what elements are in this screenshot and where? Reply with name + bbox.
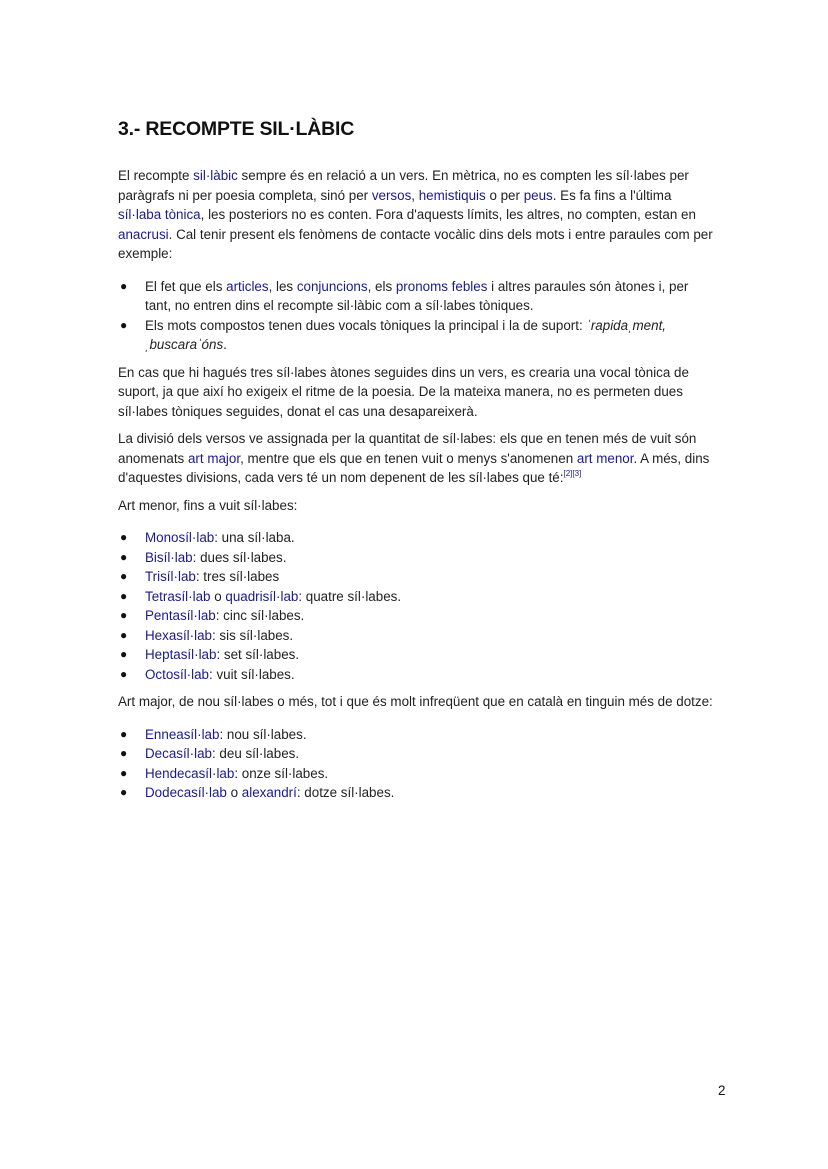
bullet-icon: ● <box>120 549 128 564</box>
section-heading: 3.- RECOMPTE SIL·LÀBIC <box>118 118 355 140</box>
bullet-icon: ● <box>120 627 128 642</box>
bullet-icon: ● <box>120 608 128 622</box>
text-span: : cinc síl·labes. <box>215 608 305 623</box>
text-span: Els mots compostos tenen dues vocals tòniques la principal i la de suport: <box>145 317 587 333</box>
bullet-icon: ● <box>120 765 128 780</box>
art-menor-list <box>118 528 718 684</box>
list-item <box>118 744 718 764</box>
list-item <box>118 645 718 665</box>
page-number: 2 <box>718 1083 726 1098</box>
link-sillaba-tonica[interactable]: síl·laba tònica <box>118 207 201 222</box>
text-span: La divisió dels versos ve assignada per la quantitat de síl·labes: els que en tenen més de vuit són anomenats <box>118 431 697 466</box>
list-item <box>118 548 718 568</box>
verse-type-link[interactable]: Monosíl·lab <box>145 530 215 545</box>
list-item <box>118 764 718 784</box>
list-item <box>118 587 718 607</box>
text-span: : sis síl·labes. <box>211 627 294 643</box>
paragraph-art-menor: Art menor, fins a vuit síl·labes: <box>118 497 298 513</box>
text-span: : una síl·laba. <box>214 530 295 545</box>
list-item <box>118 725 718 745</box>
verse-type-link[interactable]: Hendecasíl·lab <box>145 765 235 781</box>
bullet-icon: ● <box>120 726 128 741</box>
text-span: : quatre síl·labes. <box>298 588 402 604</box>
verse-type-link[interactable]: Heptasíl·lab <box>145 647 217 662</box>
text-span: o <box>210 588 226 604</box>
bullet-icon: ● <box>120 588 128 603</box>
link-pronoms-febles[interactable]: pronoms febles <box>395 278 488 294</box>
text-span: : nou síl·labes. <box>219 726 307 742</box>
list-item <box>118 277 718 316</box>
verse-type-link[interactable]: Octosíl·lab <box>145 666 209 682</box>
text-span: : onze síl·labes. <box>234 765 329 781</box>
text-span: : deu síl·labes. <box>211 746 300 761</box>
bullet-icon: ● <box>120 569 128 583</box>
link-peus[interactable]: peus <box>523 187 553 203</box>
bullet-icon: ● <box>120 278 128 293</box>
bullet-icon: ● <box>120 647 128 661</box>
verse-type-link[interactable]: Tetrasíl·lab <box>145 588 211 604</box>
list-item <box>118 316 718 355</box>
text-span: o <box>226 785 242 800</box>
text-span: , els <box>367 278 396 294</box>
verse-type-link[interactable]: Pentasíl·lab <box>145 608 216 623</box>
text-span: . A més, dins d'aquestes divisions, cada vers té un nom depenent de les síl·labes que té: <box>118 450 710 485</box>
text-span: i altres paraules són àtones i, per tant, no entren dins el recompte sil·làbic com a síl·labes tòniques. <box>145 278 689 313</box>
text-span: . <box>223 337 227 352</box>
verse-type-link[interactable]: alexandrí <box>241 785 297 800</box>
text-span: , les <box>268 278 297 294</box>
verse-type-link[interactable]: Decasíl·lab <box>145 746 212 761</box>
text-span: : tres síl·labes <box>195 569 280 584</box>
link-sil-labic[interactable]: sil·làbic <box>193 168 238 183</box>
text-span: El recompte <box>118 168 194 183</box>
link-hemistiquis[interactable]: hemistiquis <box>418 187 486 203</box>
text-span: o per <box>485 187 524 203</box>
verse-type-link[interactable]: Trisíl·lab <box>145 569 196 584</box>
art-major-list <box>118 725 718 803</box>
text-span: : dues síl·labes. <box>192 549 287 565</box>
link-conjuncions[interactable]: conjuncions <box>296 278 368 294</box>
paragraph-art-major: Art major, de nou síl·labes o més, tot i que és molt infreqüent que en català en tinguin més de dotze: <box>118 694 713 709</box>
text-span: : dotze síl·labes. <box>296 785 395 800</box>
bullet-icon: ● <box>120 530 128 544</box>
document-page <box>118 118 718 803</box>
bullet-icon: ● <box>120 785 128 799</box>
bullet-icon: ● <box>120 746 128 760</box>
link-versos[interactable]: versos <box>371 187 412 203</box>
list-item <box>118 567 718 587</box>
text-span: . Cal tenir present els fenòmens de contacte vocàlic dins dels mots i entre paraules com per exemple: <box>118 226 713 261</box>
text-span: El fet que els <box>145 278 227 294</box>
list-item <box>118 665 718 685</box>
link-anacrusi[interactable]: anacrusi <box>118 226 169 242</box>
verse-type-link[interactable]: Hexasíl·lab <box>145 627 212 643</box>
link-art-menor[interactable]: art menor <box>576 450 634 466</box>
link-articles[interactable]: articles <box>226 278 269 294</box>
text-span: : set síl·labes. <box>216 647 300 662</box>
list-item <box>118 626 718 646</box>
text-span: , <box>411 187 419 203</box>
text-span: . Es fa fins a l'última <box>552 187 672 203</box>
example-words: ˈrapidaˌment, ˌbuscaraˈóns <box>145 317 667 352</box>
text-span: , les posteriors no es conten. Fora d'aquests límits, les altres, no compten, estan en <box>200 207 696 222</box>
reference-link[interactable]: [2][3] <box>563 469 582 478</box>
text-span: , mentre que els que en tenen vuit o menys s'anomenen <box>240 450 577 466</box>
list-item <box>118 528 718 548</box>
text-span: : vuit síl·labes. <box>209 666 295 682</box>
intro-paragraph <box>118 166 718 264</box>
list-item <box>118 606 718 626</box>
paragraph-atones: En cas que hi hagués tres síl·labes àtones seguides dins un vers, es crearia una vocal tònica de suport, ja que així ho exigeix el ritme de la poesia. De la mateixa manera, no es permeten dues síl·labes tòniques seguides, donat el cas una desapareixerà. <box>118 364 689 419</box>
list-item <box>118 783 718 803</box>
paragraph-division <box>118 429 718 488</box>
contact-phenomena-list <box>118 277 718 355</box>
bullet-icon: ● <box>120 666 128 681</box>
verse-type-link[interactable]: Dodecasíl·lab <box>145 785 227 800</box>
verse-type-link[interactable]: quadrisíl·lab <box>225 588 299 604</box>
verse-type-link[interactable]: Enneasíl·lab <box>145 726 220 742</box>
bullet-icon: ● <box>120 317 128 332</box>
verse-type-link[interactable]: Bisíl·lab <box>145 549 193 565</box>
link-art-major[interactable]: art major <box>187 450 241 466</box>
text-span: sempre és en relació a un vers. En mètrica, no es compten les síl·labes per paràgrafs ni per poesia completa, sinó per <box>118 168 689 203</box>
